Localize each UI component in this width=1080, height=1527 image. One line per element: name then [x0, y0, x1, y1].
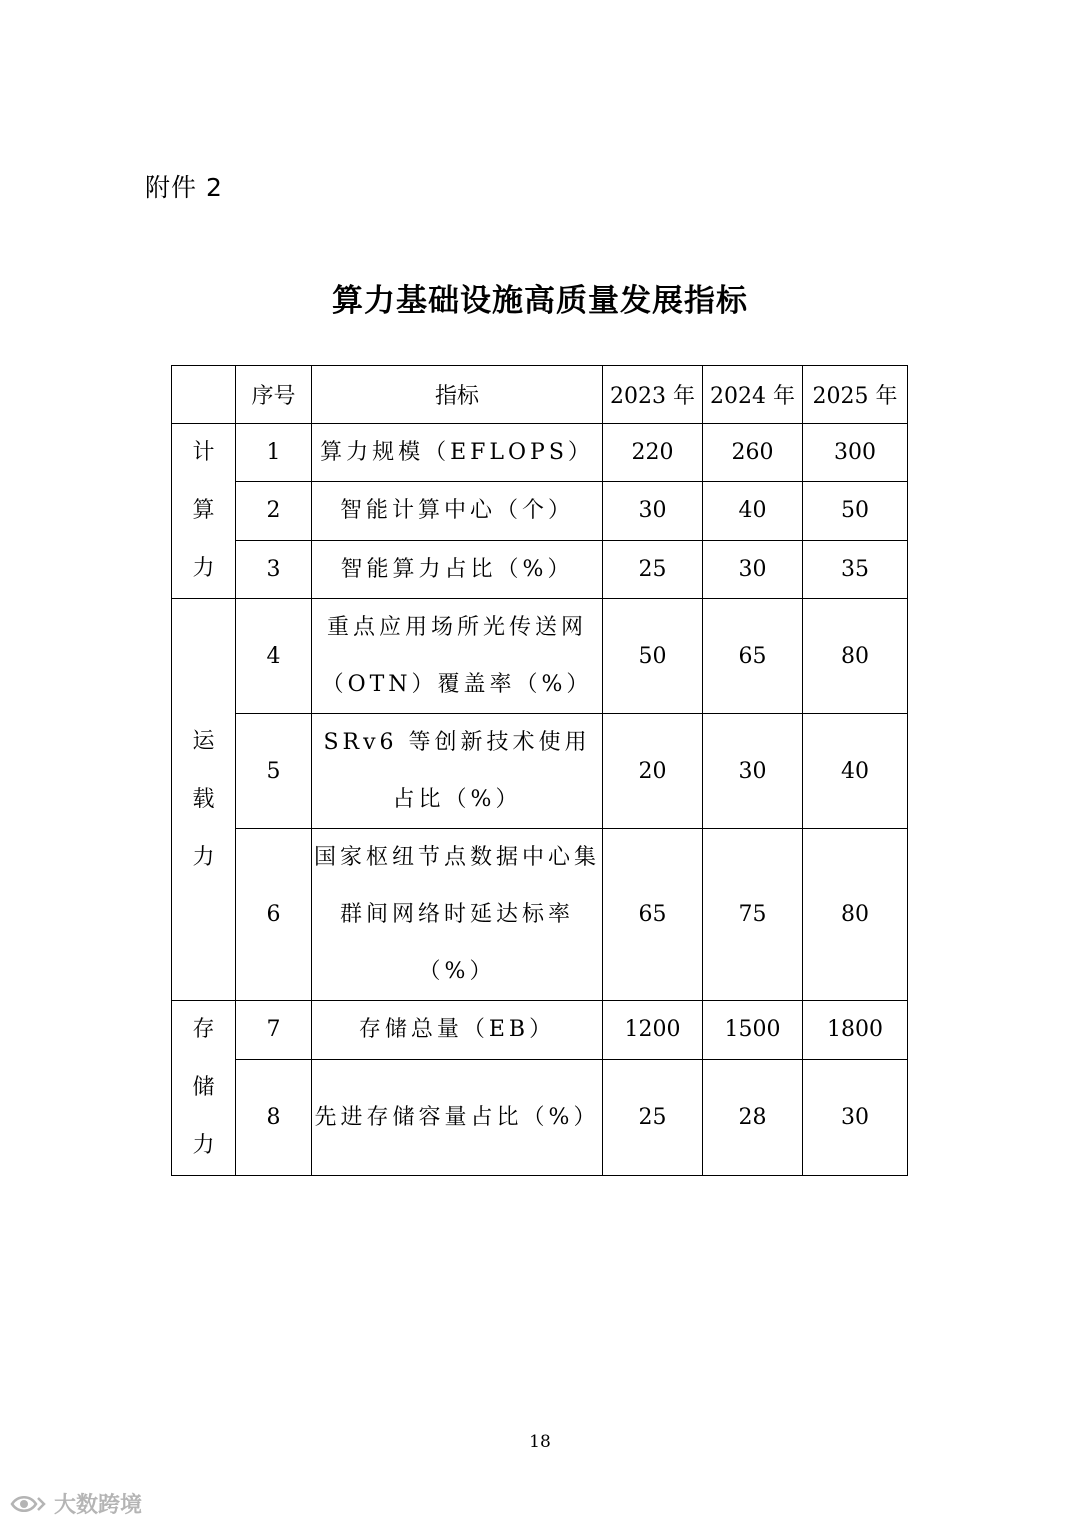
header-year-2024: 2024 年: [703, 366, 803, 424]
category-char: 力: [192, 1133, 215, 1158]
row-value-2025: 40: [803, 714, 908, 829]
category-char: 储: [192, 1075, 215, 1100]
header-indicator: 指标: [312, 366, 603, 424]
row-value-2024: 260: [703, 424, 803, 482]
row-index: 7: [236, 1001, 312, 1060]
row-indicator: 重点应用场所光传送网（OTN）覆盖率（%）: [312, 599, 603, 714]
table-row: [172, 424, 908, 482]
document-title: 算力基础设施高质量发展指标: [332, 283, 748, 319]
row-value-2023: 25: [603, 540, 703, 598]
header-index: 序号: [236, 366, 312, 424]
row-value-2024: 65: [703, 599, 803, 714]
category-char: 算: [192, 498, 215, 523]
table-row: [172, 540, 908, 598]
row-value-2023: 220: [603, 424, 703, 482]
category-computing: [172, 424, 236, 599]
table-row: [172, 829, 908, 1001]
category-char: 存: [192, 1017, 215, 1042]
row-value-2025: 35: [803, 540, 908, 598]
header-blank: [172, 366, 236, 424]
watermark-text: 大数跨境: [54, 1493, 143, 1518]
row-value-2023: 1200: [603, 1001, 703, 1060]
row-value-2023: 65: [603, 829, 703, 1001]
table-row: [172, 482, 908, 540]
row-value-2023: 30: [603, 482, 703, 540]
watermark: [8, 1488, 142, 1519]
category-char: 计: [192, 440, 215, 465]
row-value-2025: 80: [803, 829, 908, 1001]
row-value-2024: 1500: [703, 1001, 803, 1060]
row-index: 8: [236, 1059, 312, 1175]
row-value-2023: 25: [603, 1059, 703, 1175]
table-header-row: [172, 366, 908, 424]
category-storage: [172, 1001, 236, 1176]
row-index: 4: [236, 599, 312, 714]
row-value-2023: 20: [603, 714, 703, 829]
row-value-2024: 30: [703, 540, 803, 598]
row-value-2025: 30: [803, 1059, 908, 1175]
table-row: [172, 1059, 908, 1175]
table-row: [172, 599, 908, 714]
row-value-2024: 75: [703, 829, 803, 1001]
row-value-2023: 50: [603, 599, 703, 714]
row-index: 5: [236, 714, 312, 829]
row-value-2025: 300: [803, 424, 908, 482]
category-char: 运: [192, 728, 215, 754]
row-indicator: 智能算力占比（%）: [312, 540, 603, 598]
category-transport: [172, 599, 236, 1001]
row-value-2025: 50: [803, 482, 908, 540]
row-value-2025: 1800: [803, 1001, 908, 1060]
category-char: 力: [192, 844, 215, 870]
row-indicator: SRv6 等创新技术使用占比（%）: [312, 714, 603, 829]
row-index: 1: [236, 424, 312, 482]
table-row: [172, 1001, 908, 1060]
header-year-2023: 2023 年: [603, 366, 703, 424]
category-char: 力: [192, 556, 215, 581]
attachment-label: 附件 2: [145, 173, 223, 202]
row-index: 2: [236, 482, 312, 540]
row-value-2024: 28: [703, 1059, 803, 1175]
page-number: 18: [529, 1432, 551, 1452]
row-value-2024: 30: [703, 714, 803, 829]
row-indicator: 算力规模（EFLOPS）: [312, 424, 603, 482]
row-value-2025: 80: [803, 599, 908, 714]
indicator-table: [171, 365, 908, 1176]
row-indicator: 存储总量（EB）: [312, 1001, 603, 1060]
row-indicator: 国家枢纽节点数据中心集群间网络时延达标率（%）: [312, 829, 603, 1001]
row-indicator: 智能计算中心（个）: [312, 482, 603, 540]
row-value-2024: 40: [703, 482, 803, 540]
eye-logo-icon: [8, 1493, 48, 1515]
row-index: 6: [236, 829, 312, 1001]
row-index: 3: [236, 540, 312, 598]
category-char: 载: [192, 786, 215, 812]
row-indicator: 先进存储容量占比（%）: [312, 1059, 603, 1175]
header-year-2025: 2025 年: [803, 366, 908, 424]
table-row: [172, 714, 908, 829]
